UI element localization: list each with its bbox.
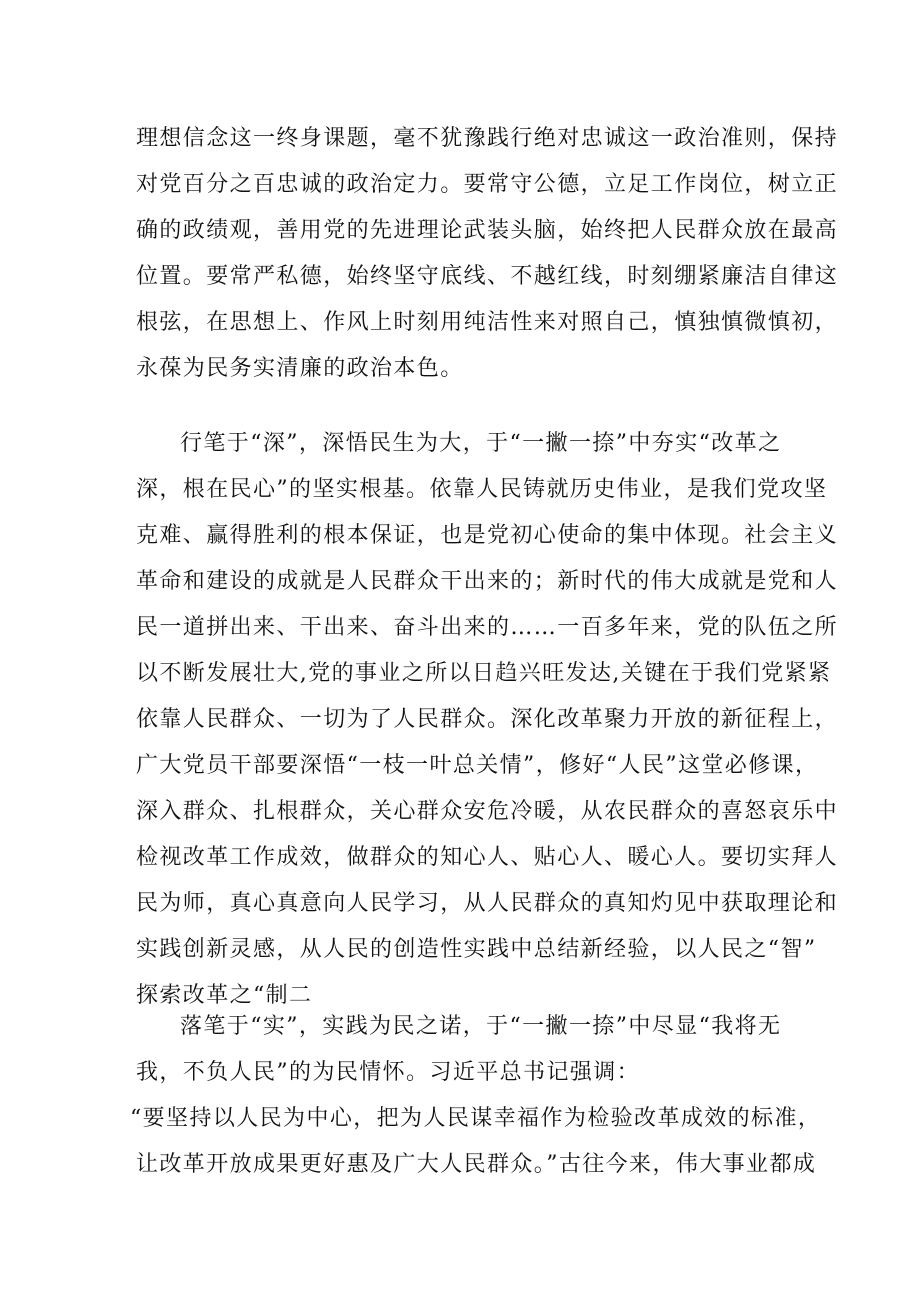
paragraph-line: 革命和建设的成就是人民群众干出来的；新时代的伟大成就是党和人: [136, 569, 839, 594]
paragraph-line: 检视改革工作成效，做群众的知心人、贴心人、暖心人。要切实拜人: [136, 845, 839, 870]
paragraph-line: “要坚持以人民为中心，把为人民谋幸福作为检验改革成效的标准，: [130, 1106, 822, 1131]
paragraph-line: 根弦，在思想上、作风上时刻用纯洁性来对照自己，慎独慎微慎初，: [136, 310, 839, 335]
paragraph-line: 探索改革之“制二: [136, 983, 313, 1008]
paragraph-line: 民一道拼出来、干出来、奋斗出来的……一百多年来，党的队伍之所: [136, 615, 839, 640]
paragraph-line: 对党百分之百忠诚的政治定力。要常守公德，立足工作岗位，树立正: [136, 172, 839, 197]
paragraph-line: 深入群众、扎根群众，关心群众安危冷暖，从农民群众的喜怒哀乐中: [136, 799, 839, 824]
paragraph-2: [136, 421, 839, 1019]
paragraph-line: 行笔于“深”，深悟民生为大，于“一撇一捺”中夯实“改革之: [180, 431, 782, 456]
paragraph-line: 永葆为民务实清廉的政治本色。: [136, 356, 464, 381]
paragraph-line: 实践创新灵感，从人民的创造性实践中总结新经验，以人民之“智”: [136, 937, 817, 962]
paragraph-line: 位置。要常严私德，始终坚守底线、不越红线，时刻绷紧廉洁自律这: [136, 264, 839, 289]
paragraph-line: 依靠人民群众、一切为了人民群众。深化改革聚力开放的新征程上，: [136, 707, 839, 732]
paragraph-line: 确的政绩观，善用党的先进理论武装头脑，始终把人民群众放在最高: [136, 218, 839, 243]
paragraph-line: 理想信念这一终身课题，毫不犹豫践行绝对忠诚这一政治准则，保持: [136, 126, 839, 151]
paragraph-line: 广大党员干部要深悟“一枝一叶总关情”，修好“人民”这堂必修课，: [136, 753, 819, 778]
paragraph-line: 深，根在民心”的坚实根基。依靠人民铸就历史伟业，是我们党攻坚: [136, 477, 828, 502]
paragraph-line: 民为师，真心真意向人民学习，从人民群众的真知灼见中获取理论和: [136, 891, 839, 916]
paragraph-line: 让改革开放成果更好惠及广大人民群众。”古往今来，伟大事业都成: [136, 1152, 817, 1177]
paragraph-line: 我，不负人民”的为民情怀。习近平总书记强调：: [136, 1060, 641, 1085]
paragraph-line: 以不断发展壮大,党的事业之所以日趋兴旺发达,关键在于我们党紧紧: [136, 661, 832, 686]
paragraph-line: 克难、赢得胜利的根本保证，也是党初心使命的集中体现。社会主义: [136, 523, 839, 548]
paragraph-line: 落笔于“实”，实践为民之诺，于“一撇一捺”中尽显“我将无: [180, 1014, 782, 1039]
paragraph-1: [136, 116, 839, 392]
paragraph-3: [130, 1004, 822, 1188]
